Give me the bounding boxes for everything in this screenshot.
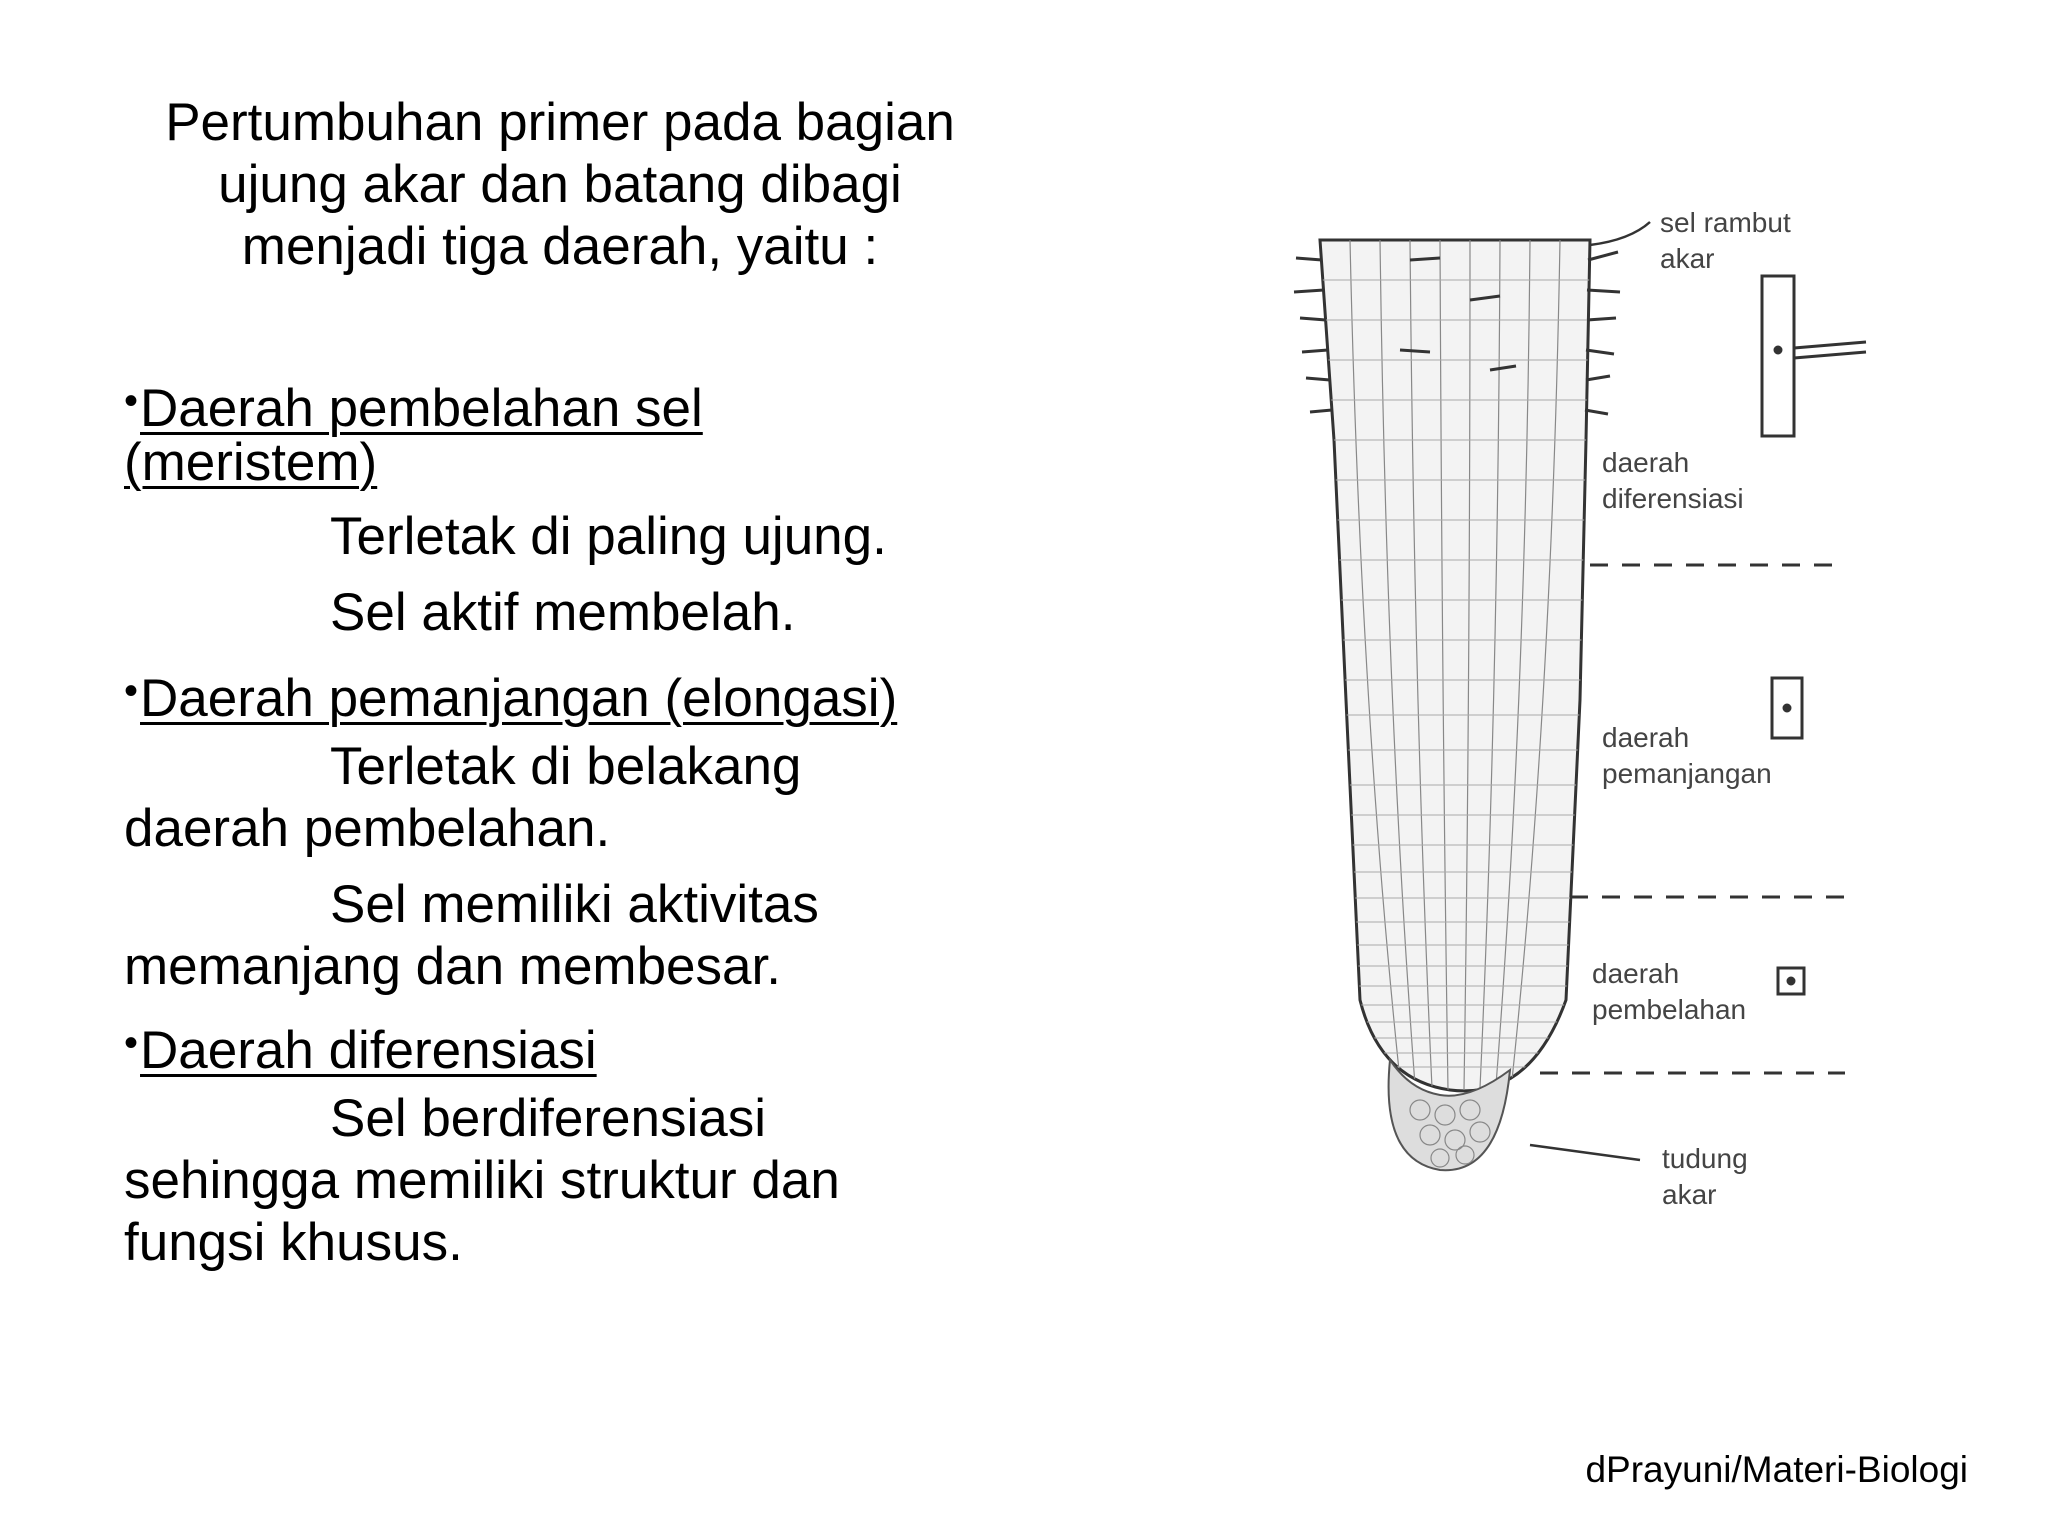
root-hair-cell-icon	[1762, 276, 1794, 436]
section-title-elongasi-text: Daerah pemanjangan (elongasi)	[140, 669, 898, 728]
bullet: •	[124, 1021, 139, 1065]
label-diff-1: daerah	[1602, 447, 1690, 478]
label-cap-2: akar	[1662, 1179, 1717, 1210]
meristem-point-2: Sel aktif membelah.	[330, 583, 796, 642]
label-diff-2: diferensiasi	[1602, 483, 1744, 514]
section-title-meristem-line-2: (meristem)	[124, 433, 378, 492]
label-root-hair-2: akar	[1660, 243, 1715, 274]
diferensiasi-point-1a: Sel berdiferensiasi	[330, 1089, 767, 1148]
label-div-1: daerah	[1592, 958, 1680, 989]
footer-credit: dPrayuni/Materi-Biologi	[1585, 1449, 1968, 1490]
section-title-diferensiasi	[124, 1012, 597, 1082]
elongasi-point-2b: memanjang dan membesar.	[124, 937, 781, 996]
root-body	[1310, 240, 1600, 1091]
label-elong-1: daerah	[1602, 722, 1690, 753]
diferensiasi-point-1c: fungsi khusus.	[124, 1213, 463, 1272]
section-title-meristem-2	[124, 432, 377, 494]
label-root-hair-1: sel rambut	[1660, 207, 1791, 238]
section-title-meristem-line-1: Daerah pembelahan sel	[140, 379, 703, 438]
intro-line-3: menjadi tiga daerah, yaitu :	[241, 217, 879, 276]
intro-line-2: ujung akar dan batang dibagi	[218, 155, 902, 214]
meristem-point-1: Terletak di paling ujung.	[330, 507, 887, 566]
elongasi-point-1b: daerah pembelahan.	[124, 799, 611, 858]
root-hair-extension	[1794, 342, 1866, 358]
label-elong-2: pemanjangan	[1602, 758, 1772, 789]
bullet: •	[124, 669, 139, 713]
section-title-meristem	[124, 370, 703, 440]
bullet: •	[124, 379, 139, 423]
label-div-2: pembelahan	[1592, 994, 1747, 1025]
intro-line-1: Pertumbuhan primer pada bagian	[165, 93, 955, 152]
intro-text	[120, 92, 1000, 278]
diferensiasi-point-1b: sehingga memiliki struktur dan	[124, 1151, 840, 1210]
root-tip-diagram	[1290, 200, 1890, 1220]
section-title-diferensiasi-text: Daerah diferensiasi	[140, 1021, 597, 1080]
elongasi-point-1a: Terletak di belakang	[330, 737, 802, 796]
elongasi-point-2a: Sel memiliki aktivitas	[330, 875, 819, 934]
section-title-elongasi	[124, 660, 897, 730]
cell-illustrations	[1762, 276, 1866, 994]
label-cap-1: tudung	[1662, 1143, 1748, 1174]
